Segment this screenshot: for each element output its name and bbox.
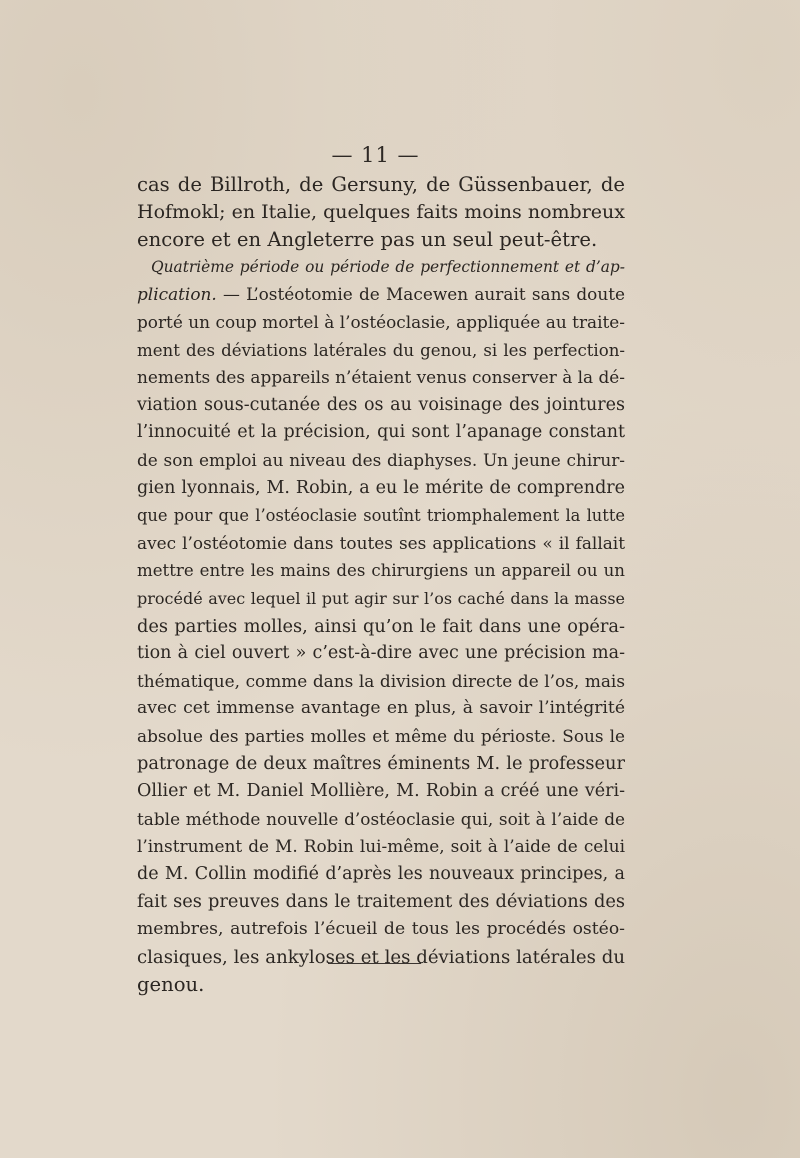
section-heading-end: plication. [137, 284, 217, 305]
text-line: viation sous-cutanée des os au voisinage des jointures [137, 394, 625, 415]
text-line: l’instrument de M. Robin lui-même, soit à l’aide de celui [137, 836, 625, 857]
text-line: que pour que l’ostéoclasie soutînt triomphalement la lutte [137, 506, 625, 526]
section-heading: Quatrième période ou période de perfectionnement et d’ap- [151, 257, 625, 276]
body-text [137, 171, 625, 999]
section-heading-line [137, 254, 625, 282]
text-line: genou. [137, 973, 205, 997]
text-line: nements des appareils n’étaient venus conserver à la dé- [137, 367, 625, 388]
text-line: gien lyonnais, M. Robin, a eu le mérite de comprendre [137, 477, 625, 498]
text-line: l’innocuité et la précision, qui sont l’apanage constant [137, 422, 625, 443]
text-line: de son emploi au niveau des diaphyses. Un jeune chirur- [137, 449, 625, 470]
text-line: des parties molles, ainsi qu’on le fait dans une opéra- [137, 615, 625, 637]
text-line: procédé avec lequel il put agir sur l’os caché dans la masse [137, 588, 625, 608]
page-number: — 11 — [331, 143, 420, 167]
text-line: encore et en Angleterre pas un seul peut-être. [137, 228, 598, 252]
text-line: table méthode nouvelle d’ostéoclasie qui, soit à l’aide de [137, 808, 625, 829]
text-line: absolue des parties molles et même du périoste. Sous le [137, 725, 625, 746]
text-line: avec cet immense avantage en plus, à savoir l’intégrité [137, 698, 625, 719]
text-line: thématique, comme dans la division directe de l’os, mais [137, 670, 625, 691]
text-line: mettre entre les mains des chirurgiens un appareil ou un [137, 561, 625, 581]
text-line: tion à ciel ouvert » c’est-à-dire avec une précision ma- [137, 643, 625, 664]
text-line: ment des déviations latérales du genou, si les perfection- [137, 340, 625, 360]
text-line: porté un coup mortel à l’ostéoclasie, appliquée au traite- [137, 311, 625, 332]
text-line: de M. Collin modifié d’après les nouveaux principes, a [137, 863, 625, 884]
text-line: cas de Billroth, de Gersuny, de Güssenbauer, de [137, 173, 625, 196]
text-line: fait ses preuves dans le traitement des déviations des [137, 891, 625, 913]
text-line: plication. — L’ostéotomie de Macewen aurait sans doute [137, 284, 625, 305]
text-line: avec l’ostéotomie dans toutes ses applications « il fallait [137, 532, 625, 553]
section-divider [328, 963, 421, 964]
text-line: patronage de deux maîtres éminents M. le professeur [137, 753, 625, 775]
text-line: Ollier et M. Daniel Mollière, M. Robin a créé une véri- [137, 781, 625, 802]
text-line: Hofmokl; en Italie, quelques faits moins nombreux [137, 200, 625, 223]
text-line: membres, autrefois l’écueil de tous les procédés ostéo- [137, 919, 625, 940]
text-line: clasiques, les ankyloses et les déviations latérales du [137, 946, 625, 968]
